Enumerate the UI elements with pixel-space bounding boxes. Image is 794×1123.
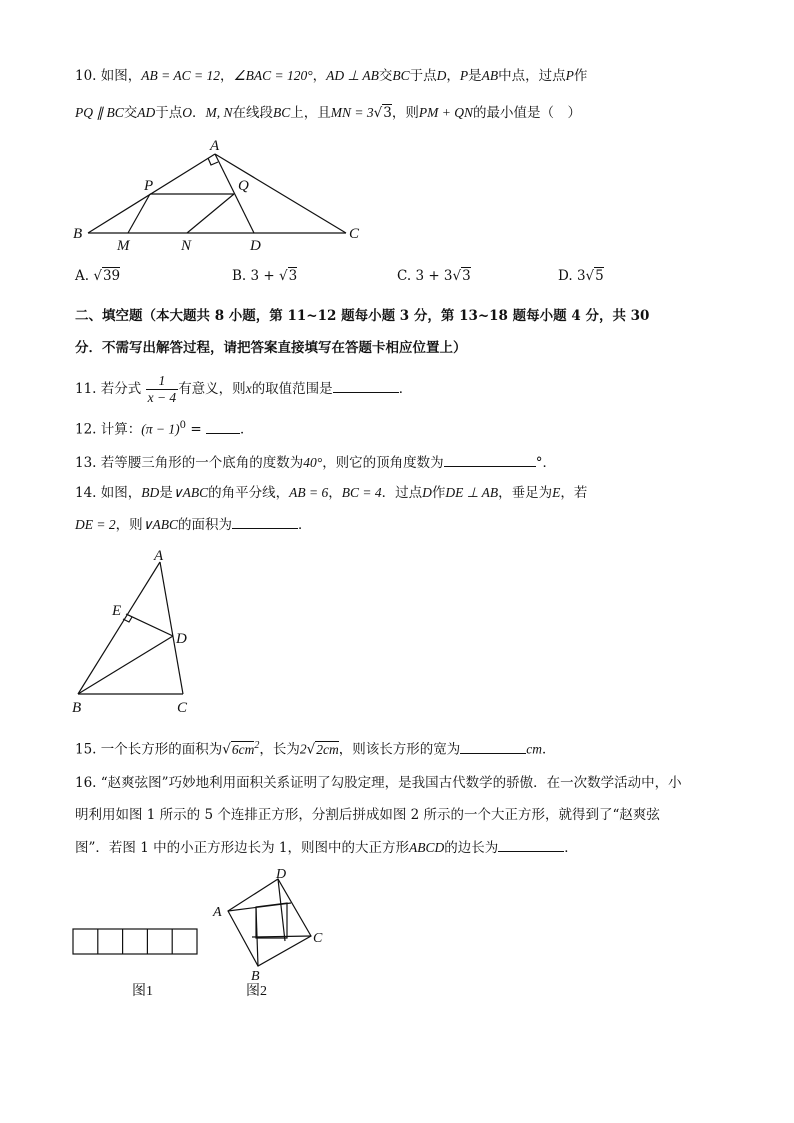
q14-line1: 14. 如图，BD是∨ABC的角平分线，AB = 6，BC = 4．过点D作DE ⊥ AB，垂足为E，若 <box>75 485 588 501</box>
q10-option-a[interactable]: A. √39 <box>75 268 121 284</box>
q10-label-p: P <box>144 178 154 194</box>
q10-right-angle-mark <box>208 158 218 165</box>
q11-number: 11. <box>75 381 97 397</box>
q16-fig1-caption: 图1 <box>132 984 153 999</box>
q10-number: 10. <box>75 68 97 84</box>
q16-figure1 <box>72 928 202 958</box>
q14-line2: DE = 2，则∨ABC的面积为 ． <box>75 514 312 535</box>
q15-answer-blank[interactable] <box>460 739 526 754</box>
q10-label-m: M <box>117 238 130 254</box>
q10-label-c: C <box>349 226 360 242</box>
q14-seg-ab <box>78 562 160 694</box>
q16-number: 16. <box>75 775 97 791</box>
q13-number: 13. <box>75 455 97 471</box>
q12: 12. 计算：$(\pi - 1)^0$ = ． <box>75 420 254 438</box>
q14-figure <box>66 548 206 720</box>
q10-line2: PQ ∥ BC交AD于点O．M, N在线段BC上，且MN = 3√3，则PM + QN的最小值是（ ） <box>75 105 581 121</box>
q11-answer-blank[interactable] <box>333 378 399 393</box>
q16-fig2-big-square <box>228 879 311 966</box>
q10-figure <box>70 138 370 258</box>
q16-fig2-line-c <box>252 936 311 937</box>
q16-fig2-caption: 图2 <box>246 984 267 999</box>
q14-label-b: B <box>72 700 82 716</box>
q16-figure2 <box>208 866 333 984</box>
q16-line2: 明利用如图 1 所示的 5 个连排正方形，分割后拼成如图 2 所示的一个大正方形，就得到了“赵爽弦 <box>75 807 660 823</box>
q15-number: 15. <box>75 741 97 758</box>
q16-answer-blank[interactable] <box>498 837 564 852</box>
q10-line1: 10. 如图，AB = AC = 12，∠BAC = 120°，AD ⊥ AB交BC于点D，P是AB中点，过点P作 <box>75 68 588 84</box>
q15: 15. 一个长方形的面积为$√6cm^2$，长为2√2cm，则该长方形的宽为 cm． <box>75 740 556 758</box>
q16-line1: 16. “赵爽弦图”巧妙地利用面积关系证明了勾股定理，是我国古代数学的骄傲．在一次数学活动中，小 <box>75 775 682 791</box>
q10-seg-pm <box>128 194 150 233</box>
q13: 13. 若等腰三角形的一个底角的度数为40°，则它的顶角度数为 °． <box>75 452 556 473</box>
section2-heading-line2: 分．不需写出解答过程，请把答案直接填写在答题卡相应位置上） <box>75 340 467 356</box>
q16-label-a: A <box>213 905 222 920</box>
q11: 11. 若分式 $\frac{1}{x - 4}$ 有意义，则x的取值范围是 ． <box>75 373 413 405</box>
q10-label-b: B <box>73 226 83 242</box>
q16-label-c: C <box>313 931 323 946</box>
section2-heading-line1: 二、填空题（本大题共 8 小题，第 11~12 题每小题 3 分，第 13~18 题每小题 4 分，共 30 <box>75 308 650 324</box>
q16-line3: 图”．若图 1 中的小正方形边长为 1，则图中的大正方形ABCD的边长为 ． <box>75 837 578 858</box>
q14-seg-de <box>126 614 173 636</box>
q14-label-d: D <box>176 631 187 647</box>
q14-seg-bd <box>78 636 173 694</box>
q10-seg-qn <box>187 194 234 233</box>
q12-number: 12. <box>75 421 97 438</box>
q14-answer-blank[interactable] <box>232 514 298 529</box>
q16-label-b: B <box>251 969 260 984</box>
q14-number: 14. <box>75 485 97 501</box>
q10-label-n: N <box>181 238 192 254</box>
q14-label-a: A <box>154 548 164 564</box>
q16-label-d: D <box>276 867 287 882</box>
q10-label-a: A <box>210 138 220 154</box>
q10-label-d: D <box>250 238 261 254</box>
q13-answer-blank[interactable] <box>444 452 536 467</box>
q10-option-d[interactable]: D. 3√5 <box>558 268 604 284</box>
q10-label-q: Q <box>238 178 249 194</box>
q11-fraction: $\frac{1}{x - 4}$ <box>147 373 177 405</box>
q10-option-c[interactable]: C. 3 + 3√3 <box>397 268 471 284</box>
q16-fig1-outline <box>73 929 197 954</box>
q14-seg-ac <box>160 562 183 694</box>
q10-option-b[interactable]: B. 3 + √3 <box>232 268 298 284</box>
q14-label-c: C <box>177 700 188 716</box>
q12-answer-blank[interactable] <box>206 419 240 434</box>
q14-right-angle-mark <box>123 617 132 622</box>
q14-label-e: E <box>112 603 122 619</box>
